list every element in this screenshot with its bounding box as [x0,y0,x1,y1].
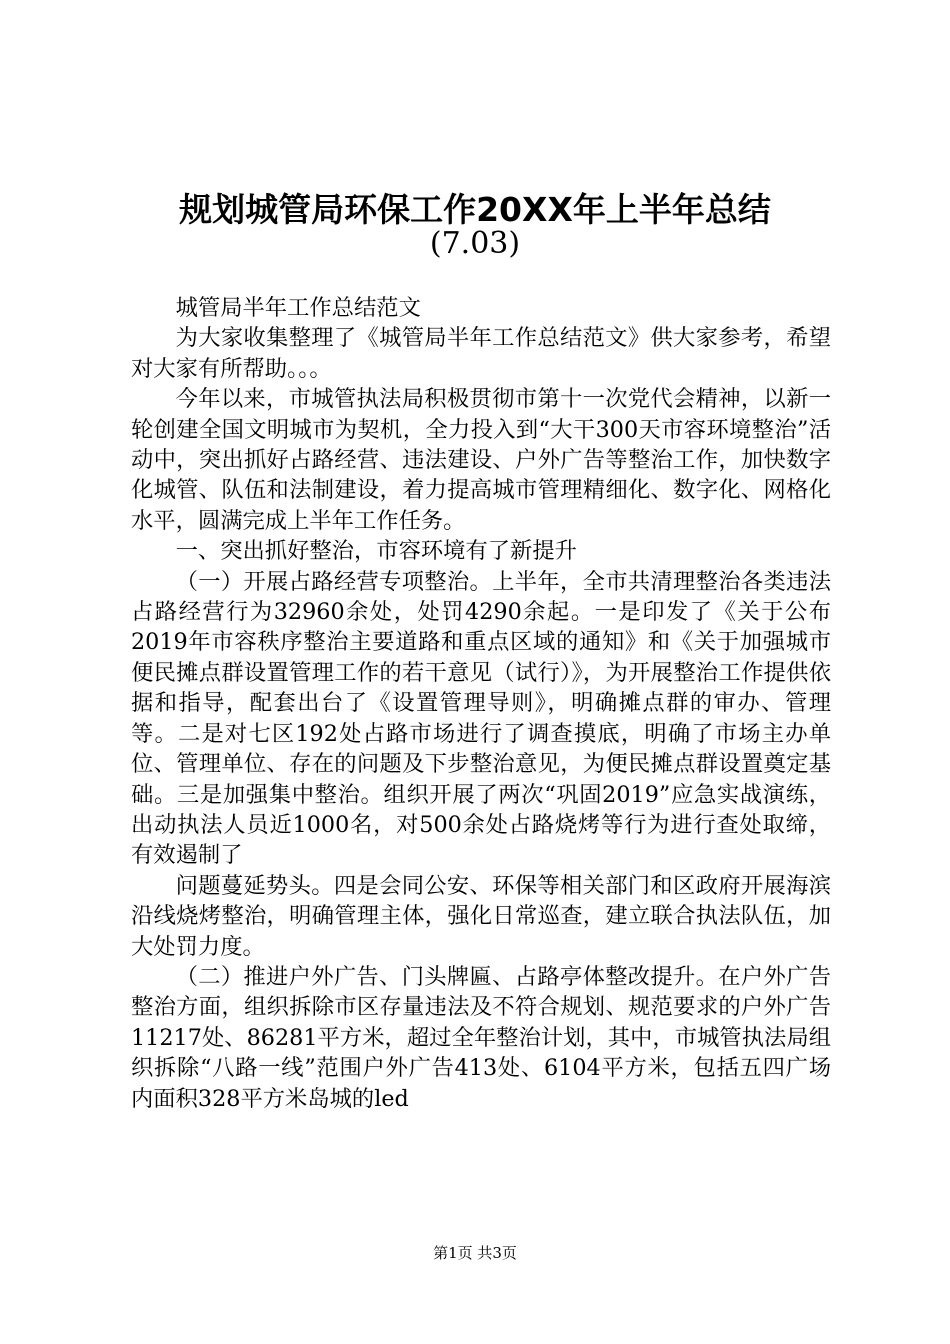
document-body [131,293,831,1114]
document-title-date: (7.03) [429,226,521,261]
document-title: 规划城管局环保工作20XX年上半年总结 [179,190,771,229]
paragraph-overview: 今年以来，市城管执法局积极贯彻市第十一次党代会精神，以新一轮创建全国文明城市为契机，全力投入到“大干300天市容环境整治”活动中，突出抓好占路经营、违法建设、户外广告等整治工作，加快数字化城管、队伍和法制建设，着力提高城市管理精细化、数字化、网格化水平，圆满完成上半年工作任务。 [131,386,831,534]
paragraph-item-2: （二）推进户外广告、门头牌匾、占路亭体整改提升。在户外广告整治方面，组织拆除市区存量违法及不符合规划、规范要求的户外广告11217处、86281平方米，超过全年整治计划，其中，市城管执法局组织拆除“八路一线”范围户外广告413处、6104平方米，包括五四广场内面积328平方米岛城的led [131,963,831,1112]
page-footer: 第1页 共3页 [433,1244,517,1262]
paragraph-item-1: （一）开展占路经营专项整治。上半年，全市共清理整治各类违法占路经营行为32960余处，处罚4290余起。一是印发了《关于公布2019年市容秩序整治主要道路和重点区域的通知》和《关于加强城市便民摊点群设置管理工作的若干意见（试行）》，为开展整治工作提供依据和指导，配套出台了《设置管理导则》，明确摊点群的审办、管理等。二是对七区192处占路市场进行了调查摸底，明确了市场主办单位、管理单位、存在的问题及下步整治意见，为便民摊点群设置奠定基础。三是加强集中整治。组织开展了两次“巩固2019”应急实战演练，出动执法人员近1000名，对500余处占路烧烤等行为进行查处取缔，有效遏制了 [131,568,831,869]
paragraph-item-1-cont: 问题蔓延势头。四是会同公安、环保等相关部门和区政府开展海滨沿线烧烤整治，明确管理主体，强化日常巡查，建立联合执法队伍，加大处罚力度。 [131,872,831,960]
section-heading-1: 一、突出抓好整治，市容环境有了新提升 [175,538,577,565]
paragraph-intro: 为大家收集整理了《城管局半年工作总结范文》供大家参考，希望对大家有所帮助。。。 [131,325,831,382]
paragraph-subtitle: 城管局半年工作总结范文 [175,295,421,321]
